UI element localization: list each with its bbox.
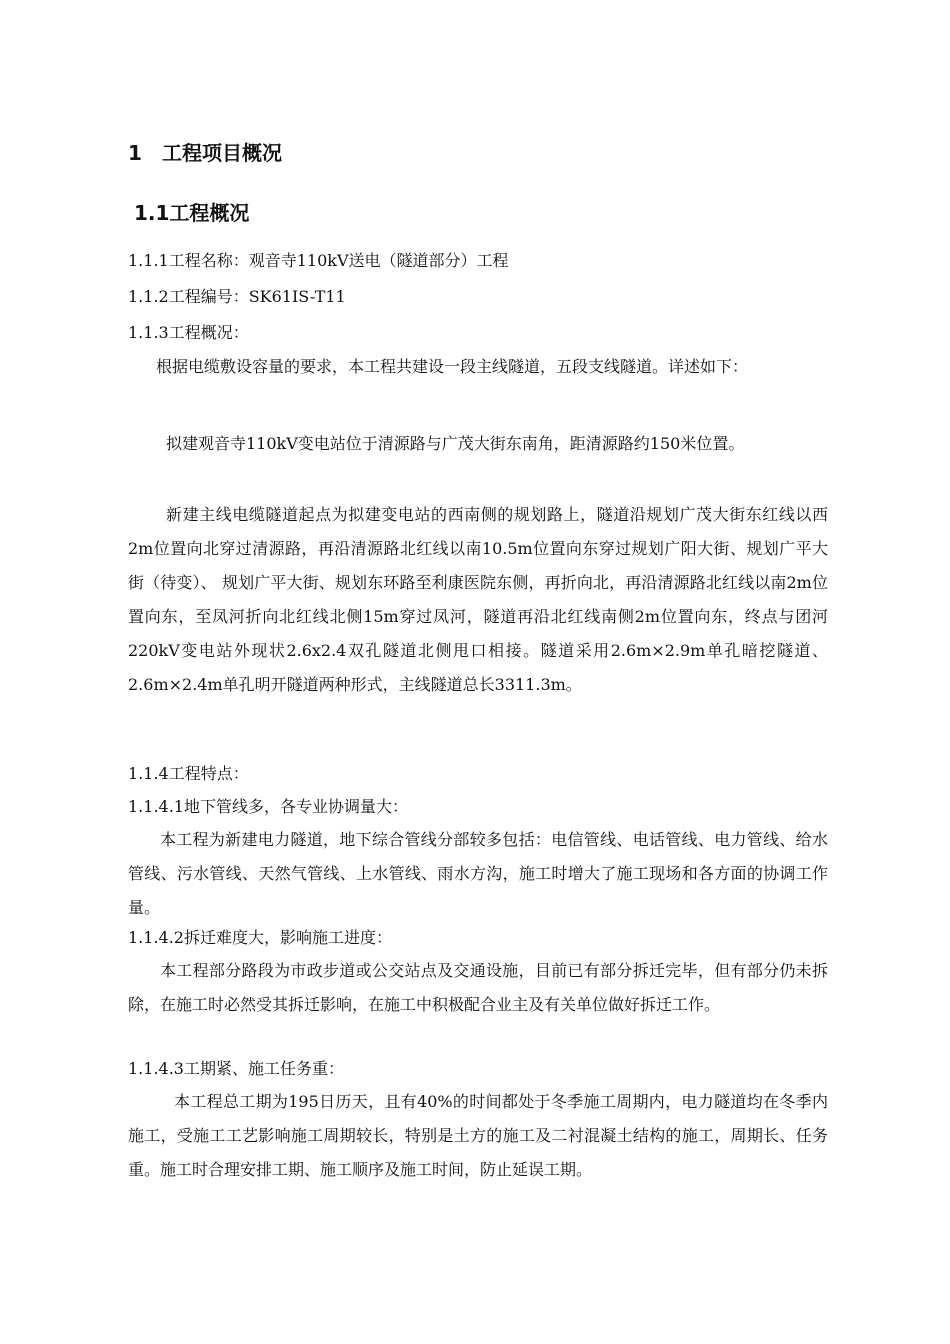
- chapter-title: 工程项目概况: [162, 141, 282, 165]
- project-name-line: 1.1.1工程名称：观音寺110kV送电（隧道部分）工程: [128, 251, 509, 270]
- chapter-number: 1: [128, 141, 142, 165]
- substation-paragraph: 拟建观音寺110kV变电站位于清源路与广茂大街东南角，距清源路约150米位置。: [166, 434, 745, 453]
- feature-2-paragraph: 本工程部分路段为市政步道或公交站点及交通设施，目前已有部分拆迁完毕，但有部分仍未拆除，在施工时必然受其拆迁影响，在施工中积极配合业主及有关单位做好拆迁工作。: [128, 961, 828, 1014]
- intro-paragraph: 根据电缆敷设容量的要求，本工程共建设一段主线隧道，五段支线隧道。详述如下：: [156, 357, 749, 376]
- feature-1-paragraph: 本工程为新建电力隧道，地下综合管线分部较多包括：电信管线、电话管线、电力管线、给水管线、污水管线、天然气管线、上水管线、雨水方沟，施工时增大了施工现场和各方面的协调工作量。: [128, 830, 828, 917]
- mainline-paragraph: 新建主线电缆隧道起点为拟建变电站的西南侧的规划路上，隧道沿规划广茂大街东红线以西2m位置向北穿过清源路，再沿清源路北红线以南10.5m位置向东穿过规划广阳大街、规划广平大街（待变）、 规划广平大街、规划东环路至利康医院东侧，再折向北，再沿清源路北红线以南2m位置向东，至凤河折向北红线北侧15m穿过凤河，隧道再沿北红线南侧2m位置向东，终点与团河220kV变电站外现状2.6x2.4双孔隧道北侧甩口相接。隧道采用2.6m×2.9m单孔暗挖隧道、2.6m×2.4m单孔明开隧道两种形式，主线隧道总长3311.3m。: [128, 505, 828, 694]
- feature-2-label: 1.1.4.2拆迁难度大，影响施工进度：: [128, 928, 392, 947]
- feature-1-label: 1.1.4.1地下管线多，各专业协调量大：: [128, 797, 408, 816]
- section-heading: 1.1工程概况: [134, 201, 250, 225]
- feature-3-paragraph: 本工程总工期为195日历天，且有40%的时间都处于冬季施工周期内，电力隧道均在冬季内施工，受施工工艺影响施工周期较长，特别是土方的施工及二衬混凝土结构的施工，周期长、任务重。施工时合理安排工期、施工顺序及施工时间，防止延误工期。: [128, 1092, 828, 1179]
- feature-3-label: 1.1.4.3工期紧、施工任务重：: [128, 1059, 344, 1078]
- project-code-line: 1.1.2工程编号：SK61IS-T11: [128, 287, 346, 306]
- project-overview-label: 1.1.3工程概况：: [128, 323, 249, 342]
- chapter-heading: [128, 137, 282, 166]
- features-label: 1.1.4工程特点：: [128, 764, 249, 783]
